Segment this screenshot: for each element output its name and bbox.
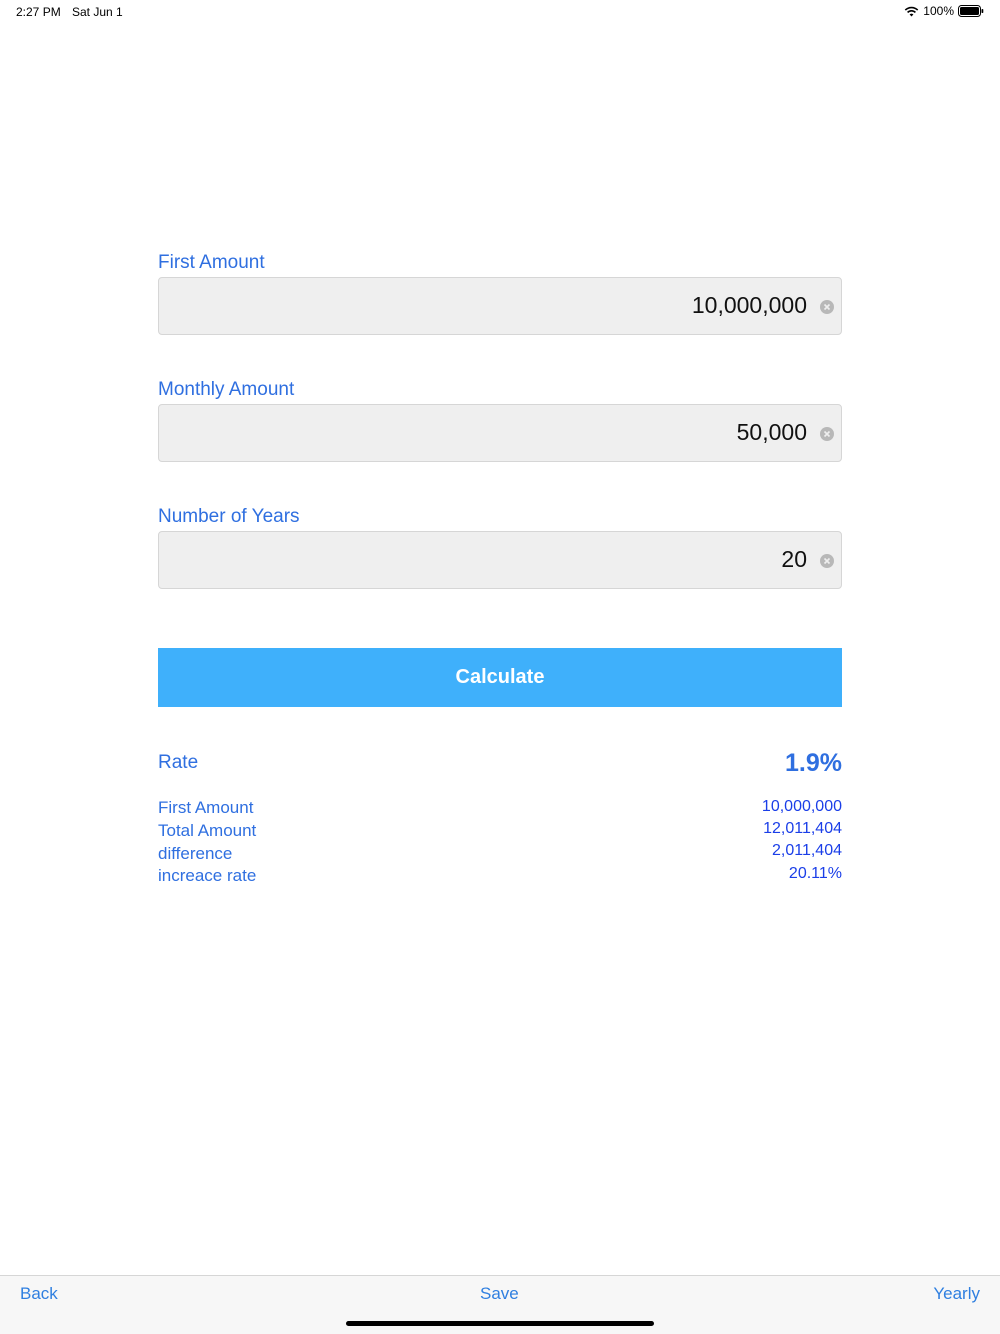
result-label: difference [158, 844, 233, 863]
years-label: Number of Years [158, 506, 300, 527]
clear-icon[interactable] [820, 300, 834, 314]
wifi-icon [904, 6, 919, 17]
status-time: 2:27 PM [16, 5, 61, 19]
first-amount-label: First Amount [158, 252, 265, 273]
result-label: increace rate [158, 866, 257, 885]
save-button[interactable]: Save [480, 1284, 519, 1303]
result-label: First Amount [158, 798, 254, 817]
rate-value: 1.9% [785, 749, 842, 777]
result-value: 20.11% [788, 865, 842, 882]
clear-icon[interactable] [820, 554, 834, 568]
status-date: Sat Jun 1 [72, 5, 123, 19]
status-bar [0, 0, 1000, 24]
clear-icon[interactable] [820, 427, 834, 441]
monthly-amount-label: Monthly Amount [158, 379, 295, 400]
home-indicator[interactable] [346, 1321, 654, 1326]
yearly-button[interactable]: Yearly [933, 1284, 980, 1303]
monthly-amount-field[interactable] [158, 404, 842, 462]
battery-percent: 100% [923, 4, 954, 18]
result-value: 2,011,404 [772, 842, 842, 859]
first-amount-value: 10,000,000 [691, 292, 807, 318]
years-field[interactable] [158, 531, 842, 589]
result-value: 10,000,000 [761, 798, 842, 815]
monthly-amount-value: 50,000 [736, 419, 807, 445]
back-button[interactable]: Back [20, 1284, 58, 1303]
status-indicators [904, 4, 984, 18]
first-amount-field[interactable] [158, 277, 842, 335]
rate-label: Rate [158, 752, 199, 773]
calculate-button[interactable]: Calculate [158, 648, 842, 707]
result-label: Total Amount [158, 821, 257, 840]
battery-icon [958, 5, 984, 17]
years-value: 20 [781, 546, 807, 572]
result-value: 12,011,404 [763, 820, 842, 837]
